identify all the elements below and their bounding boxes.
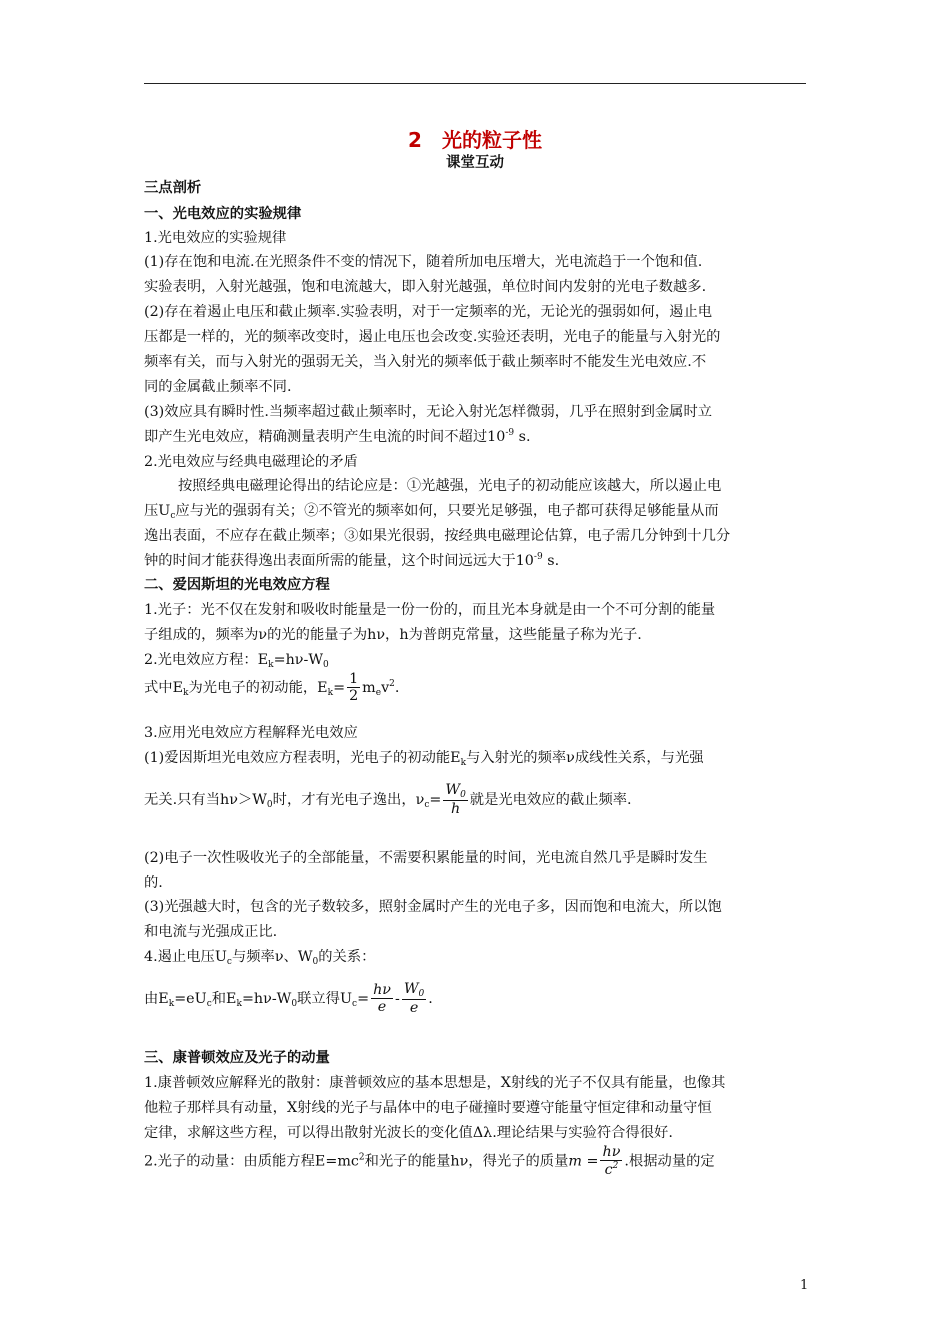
paragraph-line: 和电流与光强成正比. [144,924,278,940]
paragraph-line: 2.光电效应与经典电磁理论的矛盾 [144,454,358,470]
paragraph-line: (1)爱因斯坦光电效应方程表明，光电子的初动能$E_k$与入射光的频率ν成线性关系，与光强 [144,750,704,768]
page-number: 1 [800,1278,809,1293]
paragraph-line: 钟的时间才能获得逸出表面所需的能量，这个时间远远大于$10^{-9}$ s. [144,552,560,569]
heading-1: 一、光电效应的实验规律 [144,206,302,222]
paragraph-line: (1)存在饱和电流.在光照条件不变的情况下，随着所加电压增大，光电流趋于一个饱和值. [144,254,703,270]
section-label: 三点剖析 [144,180,202,196]
paragraph-line: 压都是一样的，光的频率改变时，遏止电压也会改变.实验还表明，光电子的能量与入射光的 [144,329,721,345]
paragraph-line: 3.应用光电效应方程解释光电效应 [144,725,358,741]
paragraph-line: 4.遏止电压$U_c$与频率ν、$W_0$的关系： [144,949,376,967]
paragraph-line: 他粒子那样具有动量，X射线的光子与晶体中的电子碰撞时要遵守能量守恒定律和动量守恒 [144,1100,712,1116]
fraction: $\frac{h\nu}{c^2}$ [602,1144,621,1179]
paragraph-line: 频率有关，而与入射光的强弱无关，当入射光的频率低于截止频率时不能发生光电效应.不 [144,354,707,370]
fraction: $\frac{1}{2}$ [349,671,359,705]
paragraph-line: (3)效应具有瞬时性.当频率超过截止频率时，无论入射光怎样微弱，几乎在照射到金属时立 [144,404,713,420]
paragraph-line: 按照经典电磁理论得出的结论应是：①光越强，光电子的初动能应该越大，所以遏止电 [178,478,722,494]
paragraph-line: 实验表明，入射光越强，饱和电流越大，即入射光越强，单位时间内发射的光电子数越多. [144,279,707,295]
page-subtitle: 课堂互动 [446,155,504,171]
paragraph-line: 1.光电效应的实验规律 [144,230,287,246]
paragraph-line: (2)电子一次性吸收光子的全部能量，不需要积累能量的时间，光电流自然几乎是瞬时发生 [144,850,708,866]
equation-line: 2.光电效应方程：$E_k=h\nu-W_0$ [144,652,329,670]
paragraph-line: (3)光强越大时，包含的光子数较多，照射金属时产生的光电子多，因而饱和电流大，所以饱 [144,899,722,915]
fraction: $\frac{W_0}{e}$ [403,981,425,1017]
equation-line: 2.光子的动量：由质能方程$E=mc^2$和光子的能量hν，得光子的质量m = $\frac{h\nu}{c^2}$ .根据动量的定 [144,1144,715,1179]
paragraph-line: 子组成的，频率为ν的光的能量子为hν，h为普朗克常量，这些能量子称为光子. [144,627,642,643]
equation-line: 式中$E_k$为光电子的初动能，$E_k=$ $\frac{1}{2}$ $m_ev^2$. [144,671,400,705]
fraction: $\frac{W_0}{h}$ [445,782,466,818]
paragraph-line: 定律，求解这些方程，可以得出散射光波长的变化值Δλ.理论结果与实验符合得很好. [144,1125,673,1141]
equation-line: 无关.只有当$h\nu>W_0$时，才有光电子逸出，$\nu_c=$ $\frac{W_0}{h}$ 就是光电效应的截止频率. [144,782,632,818]
paragraph-line: (2)存在着遏止电压和截止频率.实验表明，对于一定频率的光，无论光的强弱如何，遏止电 [144,304,713,320]
paragraph-line: 压$U_c$应与光的强弱有关；②不管光的频率如何，只要光足够强，电子都可获得足够能量从而 [144,503,719,521]
fraction: $\frac{h\nu}{e}$ [373,981,391,1016]
paragraph-line: 1.光子：光不仅在发射和吸收时能量是一份一份的，而且光本身就是由一个不可分割的能量 [144,602,716,618]
paragraph-line: 的. [144,875,163,891]
heading-2: 二、爱因斯坦的光电效应方程 [144,577,330,593]
header-rule [144,83,806,84]
heading-3: 三、康普顿效应及光子的动量 [144,1050,330,1066]
paragraph-line: 1.康普顿效应解释光的散射：康普顿效应的基本思想是，X射线的光子不仅具有能量，也像其 [144,1075,726,1091]
paragraph-line: 即产生光电效应，精确测量表明产生电流的时间不超过$10^{-9}$ s. [144,428,531,445]
paragraph-line: 同的金属截止频率不同. [144,379,292,395]
page-title: 2 光的粒子性 [408,128,542,152]
paragraph-line: 逸出表面，不应存在截止频率；③如果光很弱，按经典电磁理论估算，电子需几分钟到十几分 [144,528,731,544]
equation-line: 由$E_k=eU_c$和$E_k=h\nu-W_0$联立得$U_c=$ $\frac{h\nu}{e}$ - $\frac{W_0}{e}$ . [144,981,433,1017]
